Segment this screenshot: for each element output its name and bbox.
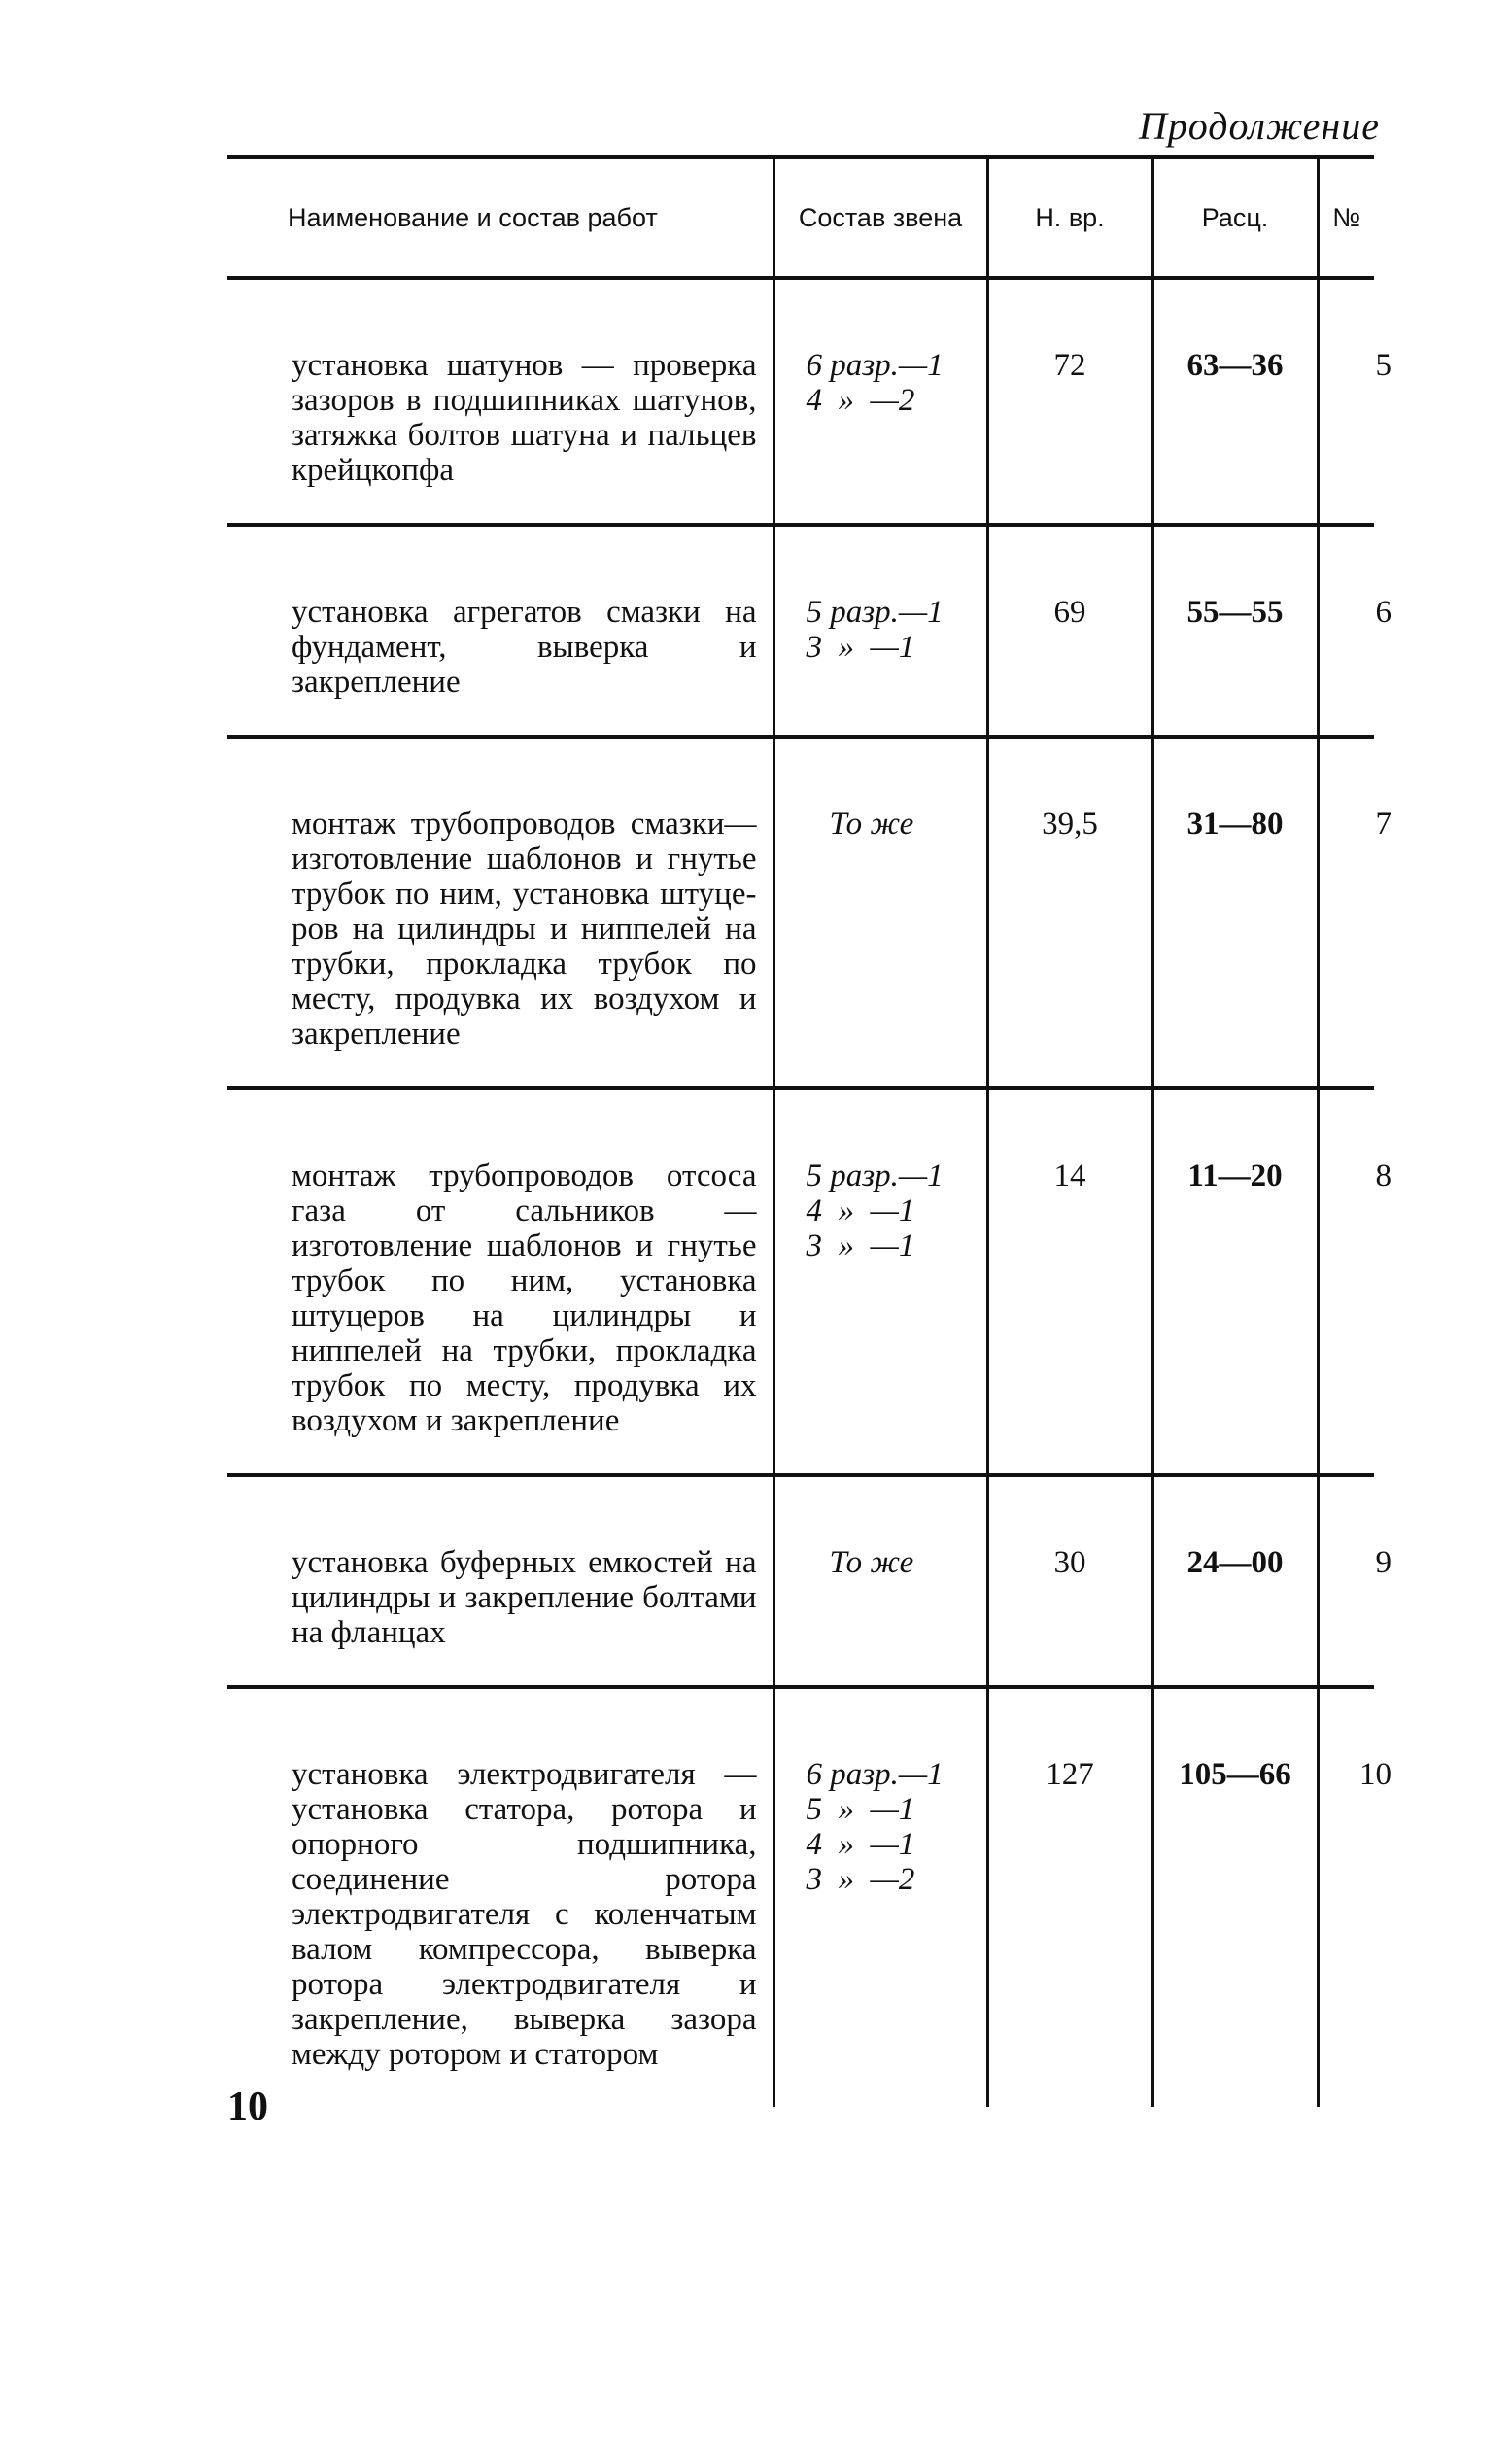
row-number: 8 [1375, 1158, 1392, 1193]
crew-cell [773, 1475, 987, 1687]
crew-cell [773, 1687, 987, 2107]
work-name-cell: установка шатунов — проверка зазоров в подшипниках шатунов, затяжка болтов шатуна и пальцев крейцкопфа [227, 278, 773, 525]
crew-line: 4 » —2 [806, 383, 915, 418]
crew-line: 6 разр.—1 [806, 348, 944, 383]
work-name-cell: установка буферных емкостей на цилиндры и закрепление болтами на фланцах [227, 1475, 773, 1687]
table-header-row [227, 157, 1374, 278]
table-row [227, 278, 1374, 525]
crew-cell [773, 278, 987, 525]
table-row [227, 1687, 1374, 2107]
crew-cell [773, 1088, 987, 1475]
row-number-cell [1318, 525, 1392, 737]
crew-cell [773, 737, 987, 1088]
rate-cell: 105—66 [1152, 1687, 1318, 2107]
row-number: 5 [1375, 348, 1392, 383]
crew-same-as-above: То же [829, 807, 914, 842]
row-number-cell [1318, 1088, 1392, 1475]
page-number: 10 [227, 2085, 268, 2129]
column-header-crew: Состав звена [773, 157, 987, 278]
rate-cell: 55—55 [1152, 525, 1318, 737]
time-norm-cell: 127 [987, 1687, 1152, 2107]
row-number-cell [1318, 1687, 1392, 2107]
work-norms-table [227, 155, 1392, 2107]
table-row [227, 737, 1374, 1088]
row-number-cell [1318, 278, 1392, 525]
time-norm-cell: 14 [987, 1088, 1152, 1475]
crew-line: 5 » —1 [806, 1792, 915, 1827]
crew-line: 3 » —2 [806, 1862, 915, 1897]
column-header-name: Наименование и состав работ [227, 157, 773, 278]
crew-line: 6 разр.—1 [806, 1757, 944, 1792]
row-number: 9 [1375, 1545, 1392, 1580]
row-number: 6 [1375, 595, 1392, 630]
column-header-norm: Н. вр. [987, 157, 1152, 278]
row-number-cell [1318, 1475, 1392, 1687]
crew-line: 3 » —1 [806, 1228, 915, 1263]
work-name-cell: установка электродвигателя — установка статора, ротора и опорного подшипника, соединение ротора электродвигателя с коленчатым валом компрессора, выверка ротора электродвигателя и закрепление, выверка зазора между ротором и статором [292, 1757, 757, 2072]
table-row [227, 1475, 1374, 1687]
row-number-cell [1318, 737, 1392, 1088]
rate-cell: 11—20 [1152, 1088, 1318, 1475]
crew-line: 3 » —1 [806, 630, 915, 665]
row-number: 7 [1375, 807, 1392, 842]
continuation-label: Продолжение [1138, 104, 1380, 148]
crew-same-as-above: То же [829, 1545, 914, 1580]
crew-line: 5 разр.—1 [806, 1158, 944, 1193]
rate-cell: 31—80 [1152, 737, 1318, 1088]
time-norm-cell: 69 [987, 525, 1152, 737]
time-norm-cell: 30 [987, 1475, 1152, 1687]
column-header-num: № [1318, 157, 1374, 278]
crew-line: 4 » —1 [806, 1193, 915, 1228]
crew-cell [773, 525, 987, 737]
crew-line: 5 разр.—1 [806, 595, 944, 630]
rate-cell: 24—00 [1152, 1475, 1318, 1687]
work-name-cell: монтаж трубопроводов отсоса газа от сальников — изготовление шаблонов и гнутье трубок по ним, установка штуцеров на цилиндры и ниппелей на трубки, прокладка трубок по месту, продувка их воздухом и закрепление [227, 1088, 773, 1475]
time-norm-cell: 72 [987, 278, 1152, 525]
work-name-cell: установка агрегатов смазки на фундамент, выверка и закрепление [227, 525, 773, 737]
table-row [227, 1088, 1374, 1475]
row-number: 10 [1359, 1757, 1392, 1792]
rate-cell: 63—36 [1152, 278, 1318, 525]
time-norm-cell: 39,5 [987, 737, 1152, 1088]
column-header-rate: Расц. [1152, 157, 1318, 278]
work-name-cell: монтаж трубопроводов смазки—изготовление шаблонов и гнутье трубок по ним, установка штуцеров на цилиндры и ниппелей на трубки, прокладка трубок по месту, продувка их воздухом и закрепление [227, 737, 773, 1088]
crew-line: 4 » —1 [806, 1827, 915, 1862]
table-row [227, 525, 1374, 737]
